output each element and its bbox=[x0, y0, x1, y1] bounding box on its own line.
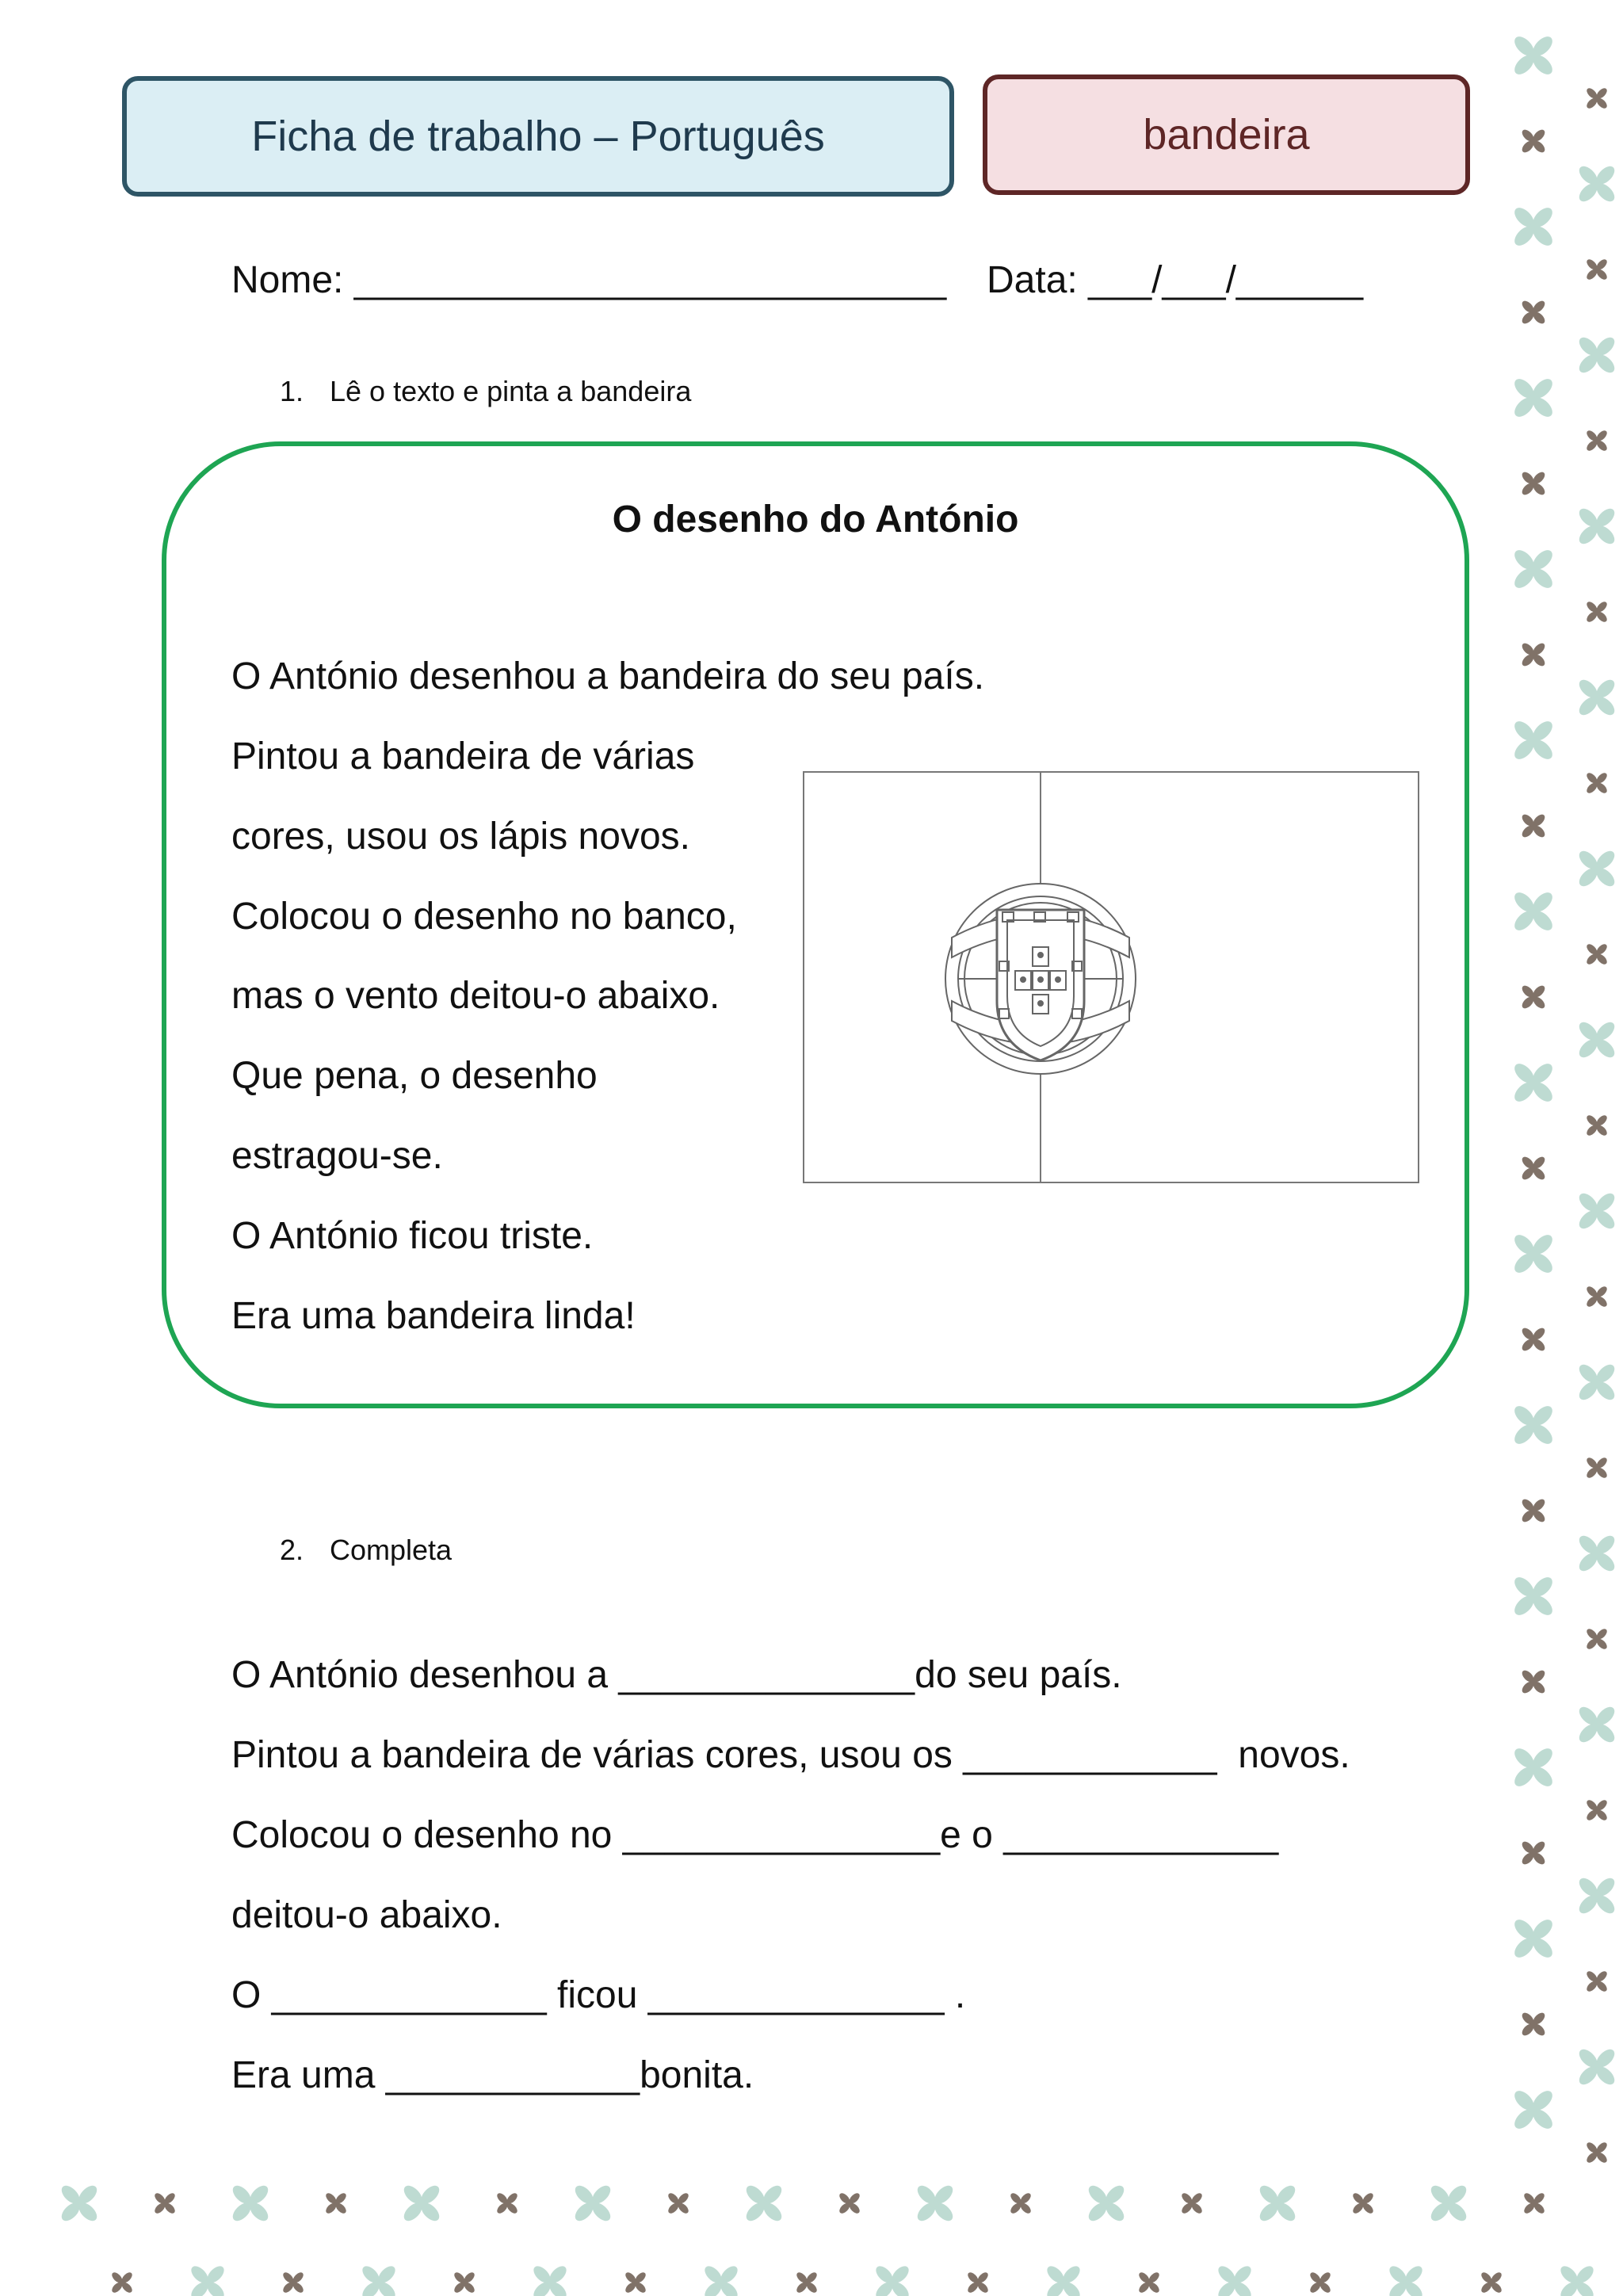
decorative-border-right bbox=[1490, 0, 1623, 2296]
story-line: Pintou a bandeira de várias bbox=[231, 735, 695, 777]
leaf-flower-icon bbox=[1576, 1190, 1618, 1232]
small-flower-icon bbox=[1137, 2271, 1161, 2294]
leaf-flower-icon bbox=[401, 2183, 443, 2225]
leaf-flower-icon bbox=[1576, 1362, 1618, 1404]
small-flower-icon bbox=[1585, 429, 1609, 453]
fill-blank-line[interactable]: Colocou o desenho no _______________e o _____________ bbox=[231, 1814, 1279, 1856]
small-flower-icon bbox=[1520, 1668, 1547, 1695]
leaf-flower-icon bbox=[702, 2264, 741, 2296]
small-flower-icon bbox=[1585, 86, 1609, 110]
leaf-flower-icon bbox=[1576, 848, 1618, 890]
small-flower-icon bbox=[1585, 258, 1609, 281]
small-flower-icon bbox=[666, 2191, 690, 2215]
leaf-flower-icon bbox=[189, 2264, 227, 2296]
exercise-1-instruction: Lê o texto e pinta a bandeira bbox=[330, 375, 692, 407]
small-flower-icon bbox=[1520, 1326, 1547, 1353]
small-flower-icon bbox=[495, 2191, 519, 2215]
small-flower-icon bbox=[1351, 2191, 1375, 2215]
fill-blank-line[interactable]: O _____________ ficou ______________ . bbox=[231, 1974, 966, 2016]
small-flower-icon bbox=[966, 2271, 990, 2294]
leaf-flower-icon bbox=[59, 2183, 101, 2225]
decorative-border-bottom bbox=[0, 2164, 1623, 2296]
worksheet-title-box bbox=[122, 76, 954, 197]
story-line: Colocou o desenho no banco, bbox=[231, 896, 737, 938]
small-flower-icon bbox=[153, 2191, 177, 2215]
topic-box bbox=[983, 74, 1470, 195]
leaf-flower-icon bbox=[1511, 204, 1556, 249]
small-flower-icon bbox=[1308, 2271, 1332, 2294]
small-flower-icon bbox=[110, 2271, 134, 2294]
leaf-flower-icon bbox=[1511, 1916, 1556, 1961]
coat-of-arms-icon bbox=[945, 884, 1136, 1074]
leaf-flower-icon bbox=[915, 2183, 957, 2225]
leaf-flower-icon bbox=[1511, 376, 1556, 420]
portugal-flag-coloring[interactable] bbox=[803, 771, 1419, 1183]
story-line: estragou-se. bbox=[231, 1135, 443, 1177]
leaf-flower-icon bbox=[1511, 33, 1556, 78]
small-flower-icon bbox=[1585, 1969, 1609, 1993]
small-flower-icon bbox=[1520, 1155, 1547, 1182]
date-field[interactable]: Data: ___/___/______ bbox=[987, 259, 1364, 301]
worksheet-title: Ficha de trabalho – Português bbox=[251, 113, 825, 160]
small-flower-icon bbox=[1585, 2141, 1609, 2164]
story-line: cores, usou os lápis novos. bbox=[231, 816, 690, 858]
story-title: O desenho do António bbox=[612, 499, 1019, 541]
leaf-flower-icon bbox=[1044, 2264, 1083, 2296]
small-flower-icon bbox=[1585, 1114, 1609, 1137]
leaf-flower-icon bbox=[572, 2183, 614, 2225]
leaf-flower-icon bbox=[1576, 1533, 1618, 1575]
small-flower-icon bbox=[1180, 2191, 1204, 2215]
leaf-flower-icon bbox=[1576, 1019, 1618, 1061]
small-flower-icon bbox=[1585, 942, 1609, 966]
story-line: O António desenhou a bandeira do seu país. bbox=[231, 655, 985, 697]
leaf-flower-icon bbox=[1576, 163, 1618, 205]
small-flower-icon bbox=[1520, 128, 1547, 155]
story-line: Que pena, o desenho bbox=[231, 1055, 598, 1097]
leaf-flower-icon bbox=[1511, 718, 1556, 762]
leaf-flower-icon bbox=[1558, 2264, 1597, 2296]
topic-label: bandeira bbox=[1143, 111, 1310, 159]
small-flower-icon bbox=[1520, 1839, 1547, 1866]
small-flower-icon bbox=[1585, 771, 1609, 795]
small-flower-icon bbox=[1522, 2191, 1546, 2215]
leaf-flower-icon bbox=[1511, 889, 1556, 934]
small-flower-icon bbox=[1520, 2011, 1547, 2038]
leaf-flower-icon bbox=[1511, 2088, 1556, 2132]
small-flower-icon bbox=[1520, 984, 1547, 1010]
leaf-flower-icon bbox=[1576, 334, 1618, 376]
small-flower-icon bbox=[1009, 2191, 1033, 2215]
leaf-flower-icon bbox=[230, 2183, 272, 2225]
leaf-flower-icon bbox=[1576, 506, 1618, 548]
small-flower-icon bbox=[1480, 2271, 1503, 2294]
leaf-flower-icon bbox=[1576, 1704, 1618, 1746]
small-flower-icon bbox=[1520, 470, 1547, 497]
small-flower-icon bbox=[795, 2271, 819, 2294]
story-line: mas o vento deitou-o abaixo. bbox=[231, 975, 720, 1017]
small-flower-icon bbox=[1585, 1627, 1609, 1651]
small-flower-icon bbox=[324, 2191, 348, 2215]
leaf-flower-icon bbox=[1216, 2264, 1254, 2296]
leaf-flower-icon bbox=[743, 2183, 785, 2225]
leaf-flower-icon bbox=[360, 2264, 399, 2296]
small-flower-icon bbox=[453, 2271, 476, 2294]
name-field[interactable]: Nome: ____________________________ bbox=[231, 259, 947, 301]
fill-blank-line[interactable]: O António desenhou a ______________do seu país. bbox=[231, 1654, 1122, 1696]
small-flower-icon bbox=[1520, 1497, 1547, 1524]
small-flower-icon bbox=[1520, 812, 1547, 839]
small-flower-icon bbox=[1520, 641, 1547, 668]
exercise-1-number: 1. bbox=[280, 375, 304, 407]
exercise-2-instruction: Completa bbox=[330, 1534, 453, 1566]
leaf-flower-icon bbox=[1387, 2264, 1426, 2296]
story-line: O António ficou triste. bbox=[231, 1215, 594, 1257]
small-flower-icon bbox=[624, 2271, 647, 2294]
leaf-flower-icon bbox=[1576, 1875, 1618, 1917]
leaf-flower-icon bbox=[1511, 1403, 1556, 1447]
fill-blank-line[interactable]: Era uma ____________bonita. bbox=[231, 2054, 754, 2096]
small-flower-icon bbox=[1585, 1285, 1609, 1308]
leaf-flower-icon bbox=[1511, 1745, 1556, 1790]
exercise-2-number: 2. bbox=[280, 1534, 304, 1566]
leaf-flower-icon bbox=[531, 2264, 570, 2296]
leaf-flower-icon bbox=[1511, 547, 1556, 591]
leaf-flower-icon bbox=[1511, 1060, 1556, 1105]
story-line: Era uma bandeira linda! bbox=[231, 1295, 636, 1337]
leaf-flower-icon bbox=[1428, 2183, 1470, 2225]
leaf-flower-icon bbox=[1576, 677, 1618, 719]
leaf-flower-icon bbox=[1086, 2183, 1128, 2225]
leaf-flower-icon bbox=[1576, 2046, 1618, 2088]
leaf-flower-icon bbox=[1257, 2183, 1299, 2225]
small-flower-icon bbox=[1585, 600, 1609, 624]
leaf-flower-icon bbox=[873, 2264, 912, 2296]
fill-blank-line: deitou-o abaixo. bbox=[231, 1894, 502, 1936]
small-flower-icon bbox=[1585, 1456, 1609, 1480]
small-flower-icon bbox=[1585, 1798, 1609, 1822]
small-flower-icon bbox=[838, 2191, 861, 2215]
fill-blank-line[interactable]: Pintou a bandeira de várias cores, usou os ____________ novos. bbox=[231, 1734, 1350, 1776]
leaf-flower-icon bbox=[1511, 1574, 1556, 1618]
leaf-flower-icon bbox=[1511, 1232, 1556, 1276]
small-flower-icon bbox=[1520, 299, 1547, 326]
small-flower-icon bbox=[281, 2271, 305, 2294]
